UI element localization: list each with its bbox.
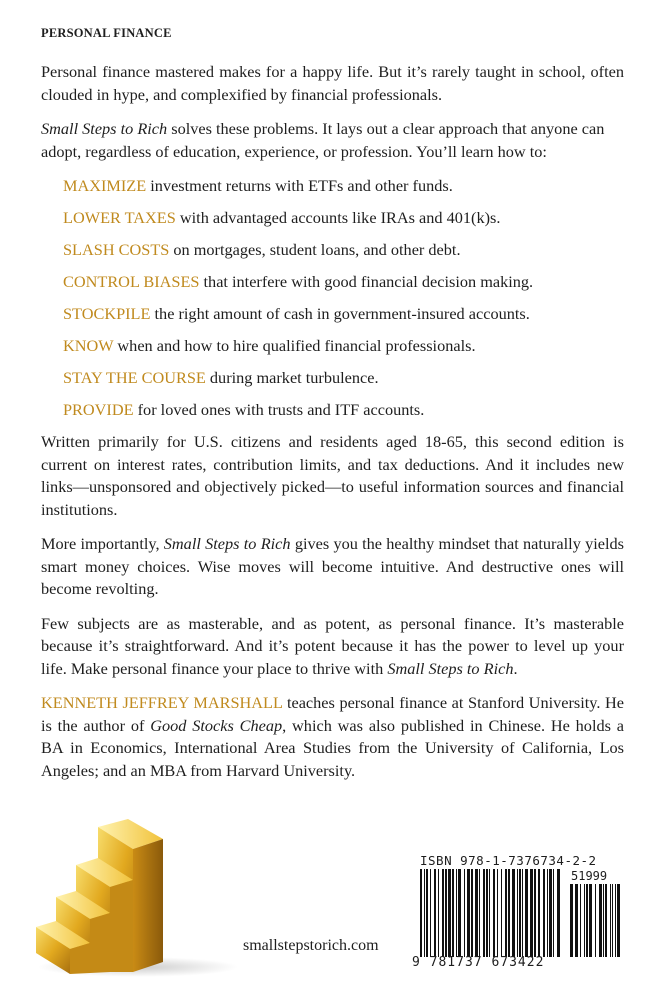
barcode-bar (615, 884, 616, 957)
list-item-key: LOWER TAXES (63, 208, 176, 227)
barcode-bar (603, 884, 604, 957)
mindset-text: gives you the healthy mindset that naturally yields smart money choices. Wise moves will become intuitive. And destructive ones will become revolting. (41, 534, 625, 598)
barcode-bar (534, 869, 536, 957)
list-item-key: KNOW (63, 336, 114, 355)
barcode-bar (605, 884, 607, 957)
list-item-text: investment returns with ETFs and other funds. (146, 176, 453, 195)
barcode-bar (426, 869, 428, 957)
list-item (63, 175, 624, 198)
author-name: KENNETH JEFFREY MARSHALL (41, 693, 283, 712)
list-item (63, 303, 624, 326)
barcode-bar (553, 869, 554, 957)
barcode-bar (438, 869, 439, 957)
barcode-bar (493, 869, 495, 957)
cover-footer (0, 805, 662, 993)
barcode-bar (538, 869, 540, 957)
book-title: Small Steps to Rich (387, 658, 514, 678)
barcode-bar (530, 869, 533, 957)
barcode-bar (475, 869, 478, 957)
list-item-text: for loved ones with trusts and ITF accounts. (133, 400, 425, 419)
list-item-key: SLASH COSTS (63, 240, 170, 259)
learn-list (63, 175, 624, 422)
list-item (63, 239, 624, 262)
closing-end: . (513, 658, 518, 678)
closing-paragraph (41, 613, 624, 681)
barcode-bar (525, 869, 528, 957)
barcode-bar (430, 869, 431, 957)
barcode-bar (595, 884, 596, 957)
barcode-bar (522, 869, 523, 957)
barcode-bar (575, 884, 578, 957)
barcode-bar (501, 869, 502, 957)
barcode-bar (486, 869, 488, 957)
author-bio (41, 692, 624, 782)
barcode-bar (517, 869, 518, 957)
barcode-bar (570, 884, 573, 957)
mindset-paragraph (41, 533, 624, 601)
price-code: 51999 (571, 869, 608, 883)
category-label: PERSONAL FINANCE (41, 26, 172, 40)
barcode-bar (458, 869, 461, 957)
barcode-bar (543, 869, 545, 957)
list-item-text: when and how to hire qualified financial professionals. (113, 336, 476, 355)
barcode-bar (464, 869, 465, 957)
intro-paragraph-2 (41, 118, 624, 163)
list-item-text: with advantaged accounts like IRAs and 401(k)s. (175, 208, 501, 227)
list-item (63, 271, 624, 294)
list-item-key: MAXIMIZE (63, 176, 147, 195)
ean-digits: 9 781737 673422 (412, 955, 545, 970)
barcode-bar (442, 869, 444, 957)
book-title: Small Steps to Rich (163, 534, 291, 553)
gold-stairs-icon (28, 817, 238, 977)
list-item-text: that interfere with good financial decision making. (199, 272, 534, 291)
list-item (63, 207, 624, 230)
barcode-bar (599, 884, 602, 957)
website-link[interactable]: smallstepstorich.com (243, 937, 379, 954)
barcode-bar (448, 869, 451, 957)
barcode-bar (445, 869, 447, 957)
barcode-bar (452, 869, 454, 957)
list-item (63, 367, 624, 390)
barcode-bar (512, 869, 515, 957)
barcode-bar (456, 869, 457, 957)
closing-text: Few subjects are as masterable, and as potent, as personal finance. It’s masterable because it’s straightforward. And it’s potent because it has the power to level up your life. Make personal finance your place to thrive with (41, 613, 624, 678)
barcode-bar (549, 869, 552, 957)
list-item-key: STAY THE COURSE (63, 368, 206, 387)
book-title: Small Steps to Rich (41, 119, 168, 138)
barcode-bar (519, 869, 521, 957)
barcode-bar (467, 869, 470, 957)
barcode-bar (497, 869, 498, 957)
barcode-bar (612, 884, 613, 957)
barcode-bar (580, 884, 581, 957)
other-book-title: Good Stocks Cheap (150, 715, 283, 735)
barcode-bar (508, 869, 510, 957)
edition-paragraph: Written primarily for U.S. citizens and residents aged 18-65, this second edition is current on interest rates, contribution limits, and tax deductions. And it includes new links—unsponsored and objectively picked—to useful information sources and financial institutions. (41, 432, 624, 519)
barcode-bar (610, 884, 611, 957)
barcode-bar (589, 884, 592, 957)
barcode-bar (505, 869, 507, 957)
intro-paragraph: Personal finance mastered makes for a happy life. But it’s rarely taught in school, often clouded in hype, and complexified by financial professionals. (41, 62, 624, 104)
list-item (63, 399, 624, 422)
back-cover-text (41, 61, 624, 794)
list-item-text: on mortgages, student loans, and other debt. (169, 240, 461, 259)
barcode-bar (547, 869, 548, 957)
isbn-number: ISBN 978-1-7376734-2-2 (420, 853, 597, 868)
barcode-bar (586, 884, 588, 957)
author-bio-text: teaches personal finance at Stanford University. He is the author of (41, 693, 625, 735)
barcode-bar (471, 869, 473, 957)
list-item (63, 335, 624, 358)
barcode-bar (483, 869, 485, 957)
list-item-key: STOCKPILE (63, 304, 151, 323)
author-bio-text-2: , which was also published in Chinese. He holds a BA in Economics, International Area Studies from the University of California, Los Angeles; and an MBA from Harvard University. (41, 715, 625, 780)
barcode-bar (584, 884, 585, 957)
barcode-bar (424, 869, 425, 957)
barcode-bar (434, 869, 436, 957)
list-item-key: PROVIDE (63, 400, 134, 419)
barcode-bar (420, 869, 422, 957)
list-item-text: the right amount of cash in government-insured accounts. (150, 304, 530, 323)
list-item-text: during market turbulence. (205, 368, 379, 387)
barcode-bar (557, 869, 560, 957)
intro2-text: solves these problems. It lays out a clear approach that anyone can adopt, regardless of education, experience, or profession. You’ll learn how to: (41, 119, 605, 161)
barcode-bar (479, 869, 480, 957)
list-item-key: CONTROL BIASES (63, 272, 200, 291)
mindset-pre: More importantly, (41, 534, 164, 553)
barcode-bar (489, 869, 490, 957)
barcode-bar (617, 884, 620, 957)
